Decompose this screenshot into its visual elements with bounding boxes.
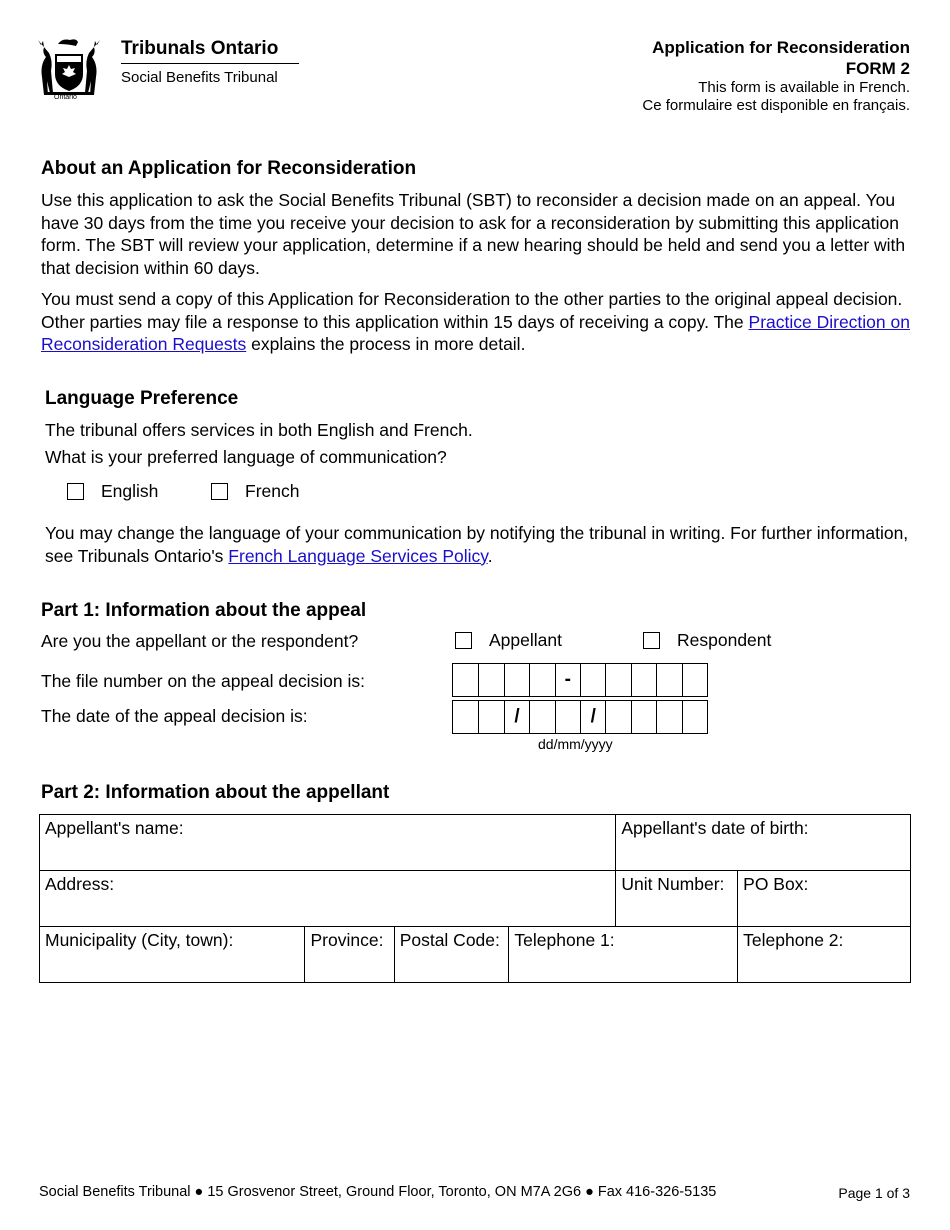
english-checkbox[interactable] (67, 483, 84, 500)
form-number: FORM 2 (845, 59, 910, 78)
file-number-input[interactable] (452, 663, 708, 697)
about-paragraph-2 (41, 288, 911, 356)
table-row (40, 871, 911, 927)
province-field[interactable]: Province: (305, 927, 394, 983)
decision-date-input[interactable] (452, 700, 708, 734)
about-paragraph-2-end: explains the process in more detail. (246, 334, 526, 355)
date-month-cell[interactable] (555, 701, 580, 733)
language-note-text: You may change the language of your communication by notifying the tribunal in writing. For further information, see Tribunals Ontario's (45, 523, 909, 566)
date-separator: / (504, 701, 529, 733)
language-note (45, 522, 911, 567)
date-year-cell[interactable] (682, 701, 707, 733)
language-line-1: The tribunal offers services in both English and French. (45, 420, 473, 440)
date-separator: / (580, 701, 605, 733)
date-format-hint: dd/mm/yyyy (538, 736, 613, 752)
file-digit-cell[interactable] (453, 664, 478, 696)
about-heading: About an Application for Reconsideration (41, 158, 417, 179)
date-day-cell[interactable] (453, 701, 478, 733)
appellant-info-table (39, 814, 911, 983)
address-field[interactable]: Address: (40, 871, 616, 927)
appellant-label: Appellant (489, 630, 562, 650)
option-respondent[interactable] (643, 630, 771, 651)
about-paragraph-1: Use this application to ask the Social Benefits Tribunal (SBT) to reconsider a decision made on an appeal. You have 30 days from the time you receive your decision to ask for a reconsideration by submitting this application form. The SBT will review your application, determine if a new hearing should be held and send you a letter with that decision within 60 days. (41, 190, 906, 278)
file-digit-cell[interactable] (478, 664, 503, 696)
french-note-fr: Ce formulaire est disponible en français. (642, 97, 910, 114)
date-day-cell[interactable] (478, 701, 503, 733)
org-divider (121, 63, 299, 64)
language-line-2: What is your preferred language of communication? (45, 447, 447, 467)
option-appellant[interactable] (455, 630, 562, 651)
telephone-2-field[interactable]: Telephone 2: (738, 927, 911, 983)
language-note-end: . (487, 545, 493, 566)
french-note-en: This form is available in French. (698, 79, 910, 96)
org-name: Tribunals Ontario (121, 38, 279, 59)
file-digit-cell[interactable] (529, 664, 554, 696)
french-checkbox[interactable] (211, 483, 228, 500)
footer-address: Social Benefits Tribunal ● 15 Grosvenor Street, Ground Floor, Toronto, ON M7A 2G6 ● Fax 416-326-5135 (39, 1184, 717, 1200)
file-digit-cell[interactable] (682, 664, 707, 696)
file-digit-cell[interactable] (631, 664, 656, 696)
appellant-dob-field[interactable]: Appellant's date of birth: (616, 815, 911, 871)
appellant-name-field[interactable]: Appellant's name: (40, 815, 616, 871)
table-row (40, 815, 911, 871)
about-paragraph-2-text: You must send a copy of this Application for Reconsideration to the other parties to the original appeal decision. Other parties may file a response to this application within 15 days of receiving a copy. The (41, 289, 903, 332)
date-year-cell[interactable] (656, 701, 681, 733)
municipality-field[interactable]: Municipality (City, town): (40, 927, 305, 983)
org-subtitle: Social Benefits Tribunal (121, 69, 278, 86)
practice-direction-link[interactable]: Practice Direction on Reconsideration Requests (41, 311, 910, 355)
logo-caption: Ontario (54, 94, 77, 101)
option-english[interactable] (67, 481, 158, 502)
file-digit-cell[interactable] (580, 664, 605, 696)
part1-heading: Part 1: Information about the appeal (41, 600, 367, 621)
role-question: Are you the appellant or the respondent? (41, 631, 359, 651)
english-label: English (101, 481, 159, 501)
form-header (642, 37, 910, 115)
language-heading: Language Preference (45, 388, 239, 409)
table-row (40, 927, 911, 983)
po-box-field[interactable]: PO Box: (738, 871, 911, 927)
unit-number-field[interactable]: Unit Number: (616, 871, 738, 927)
respondent-label: Respondent (677, 630, 772, 650)
french-services-policy-link[interactable]: French Language Services Policy (228, 545, 488, 566)
french-label: French (245, 481, 300, 501)
option-french[interactable] (211, 481, 299, 502)
appellant-checkbox[interactable] (455, 632, 472, 649)
date-month-cell[interactable] (529, 701, 554, 733)
file-digit-cell[interactable] (656, 664, 681, 696)
file-digit-cell[interactable] (504, 664, 529, 696)
part2-heading: Part 2: Information about the appellant (41, 782, 390, 803)
date-year-cell[interactable] (605, 701, 630, 733)
postal-code-field[interactable]: Postal Code: (394, 927, 509, 983)
file-separator: - (555, 664, 580, 696)
date-year-cell[interactable] (631, 701, 656, 733)
form-title: Application for Reconsideration (652, 38, 910, 57)
file-digit-cell[interactable] (605, 664, 630, 696)
file-number-label: The file number on the appeal decision is: (41, 671, 365, 691)
telephone-1-field[interactable]: Telephone 1: (509, 927, 738, 983)
page-number: Page 1 of 3 (838, 1185, 910, 1201)
respondent-checkbox[interactable] (643, 632, 660, 649)
decision-date-label: The date of the appeal decision is: (41, 706, 308, 726)
